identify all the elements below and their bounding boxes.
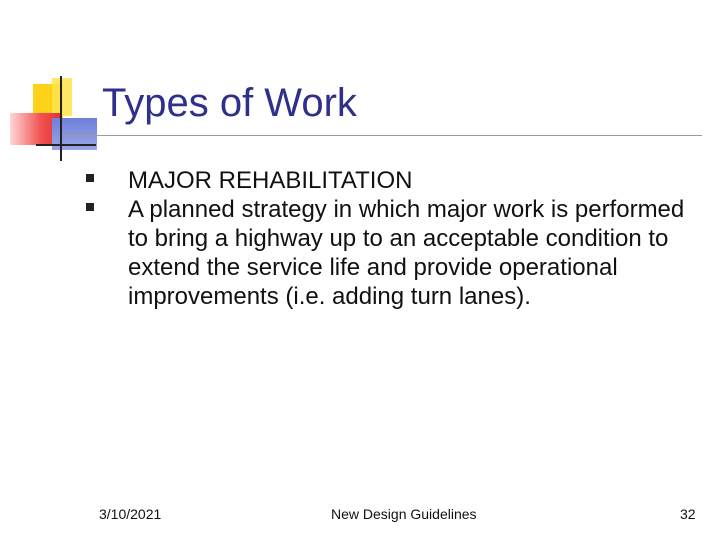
square-bullet-icon <box>86 195 96 224</box>
yellow-square-shape-overlay <box>52 78 72 116</box>
bullet-item <box>86 195 706 311</box>
bullet-text: MAJOR REHABILITATION <box>128 167 413 194</box>
bullet-list <box>86 166 706 311</box>
horizontal-line-shape <box>36 144 96 146</box>
bullet-text: A planned strategy in which major work is performed to bring a highway up to an acceptable condition to extend the service life and provide operational improvements (i.e. adding turn lanes). <box>128 196 685 310</box>
footer-title: New Design Guidelines <box>331 506 477 522</box>
vertical-line-shape <box>60 76 62 161</box>
slide-logo-decoration <box>0 0 110 170</box>
footer-page-number: 32 <box>680 506 696 522</box>
slide-title: Types of Work <box>102 81 357 125</box>
footer-date: 3/10/2021 <box>99 506 162 522</box>
title-underline-divider <box>62 135 702 136</box>
square-bullet-icon <box>86 166 96 195</box>
bullet-item <box>86 166 706 195</box>
